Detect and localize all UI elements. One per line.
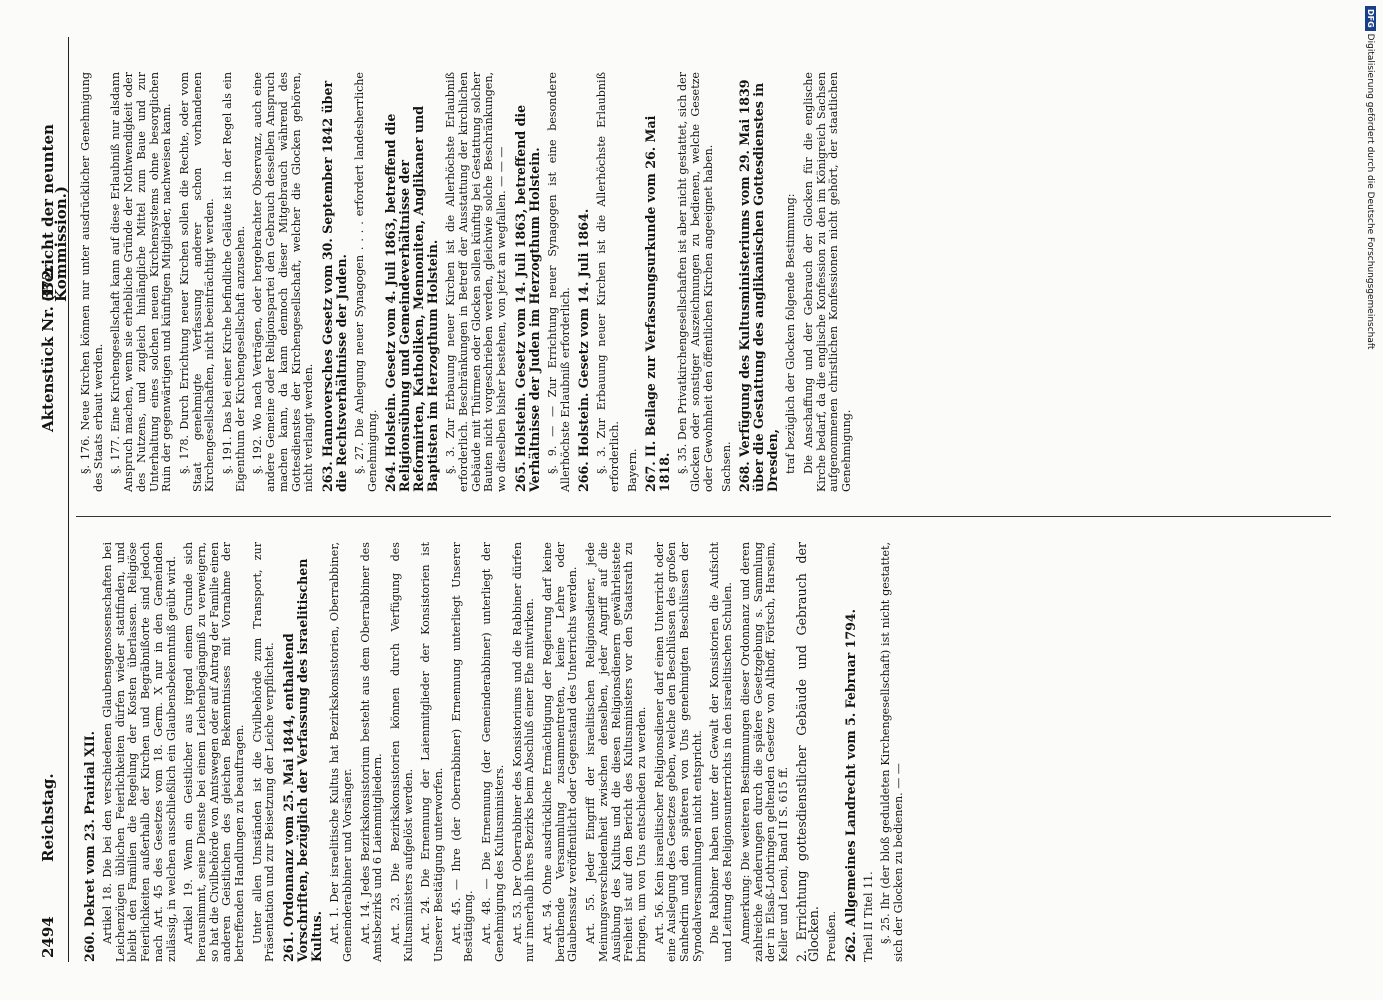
paragraph: §. 192. Wo nach Verträgen, oder hergebrachter Observanz, auch eine andere Gemeine oder Religionspartei den Gebrauch desselben Anspruch machen kann, da kann dennoch dieser Mitgebrauch während des Gottesdienstes der Kirchengesellschaft, welcher die Glocken gehören, nicht verlangt werden. [251,72,316,492]
paragraph: Art. 23. Die Bezirkskonsistorien können durch Verfügung des Kultusministers aufgelöst werden. [388,542,415,962]
paragraph: Art. 45. — Ihre (der Oberrabbiner) Ernennung unterliegt Unserer Bestätigung. [449,542,476,962]
section-subtitle: Sachsen. [719,441,733,492]
paragraph: §. 178. Durch Errichtung neuer Kirchen sollen die Rechte, oder vom Staat genehmigte Verfassung anderer schon vorhandenen Kirchengesellschaften, nicht beeinträchtigt werden. [177,72,217,492]
page-number: 2494 [39,916,57,958]
section-heading: 263. Hannoversches Gesetz vom 30. September 1842 über die Rechtsverhältnisse der Juden. [319,80,349,492]
left-column [80,542,911,962]
paragraph: Art. 56. Kein israelitischer Religionsdiener darf einen Unterricht oder eine Auslegung des Gesetzes geben, welche den Beschlüssen des großen Sanhedrin und den späteren von Uns genehmigten Beschlüssen der Synodalversammlungen nicht entspricht. [652,542,704,962]
dfg-logo: DFG [1365,6,1376,31]
header-rule [68,37,69,962]
section-heading: 267. II. Beilage zur Verfassungsurkunde vom 26. Mai 1818. [643,115,673,492]
paragraph: traf bezüglich der Glocken folgende Bestimmung: [784,193,798,474]
paragraph: §. 27. Die Anlegung neuer Synagogen . . . . erfordert landesherrliche Genehmigung. [352,72,379,492]
paragraph: Die Rabbiner haben unter der Gewalt der Konsistorien die Aufsicht und Leitung des Religionsunterrichts in den israelitischen Schulen. [708,542,735,962]
paragraph: §. 3. Zur Erbauung neuer Kirchen ist die Allerhöchste Erlaubniß erforderlich. [595,72,621,492]
paragraph: Art. 24. Die Ernennung der Laienmitglieder der Konsistorien ist Unserer Bestätigung unterworfen. [419,542,446,962]
section-subtitle: Preußen. [825,910,839,962]
header-doc-ref: Aktenstück Nr. 372. [39,264,57,432]
paragraph: §. 25. Ihr (der bloß geduldeten Kirchengesellschaft) ist nicht gestattet, sich der Glocken zu bedienen. — — [879,542,906,962]
paragraph: §. 176. Neue Kirchen können nur unter ausdrücklicher Genehmigung des Staats erbaut werden. [79,72,105,492]
paragraph: Art. 55. Jeder Eingriff der israelitischen Religionsdiener, jede Meinungsverschiedenheit zwischen denselben, jeder Angriff auf die Ausübung des Kultus und die diesen Religionsdienern gewährleistete Freiheit ist auf den Bericht des Kultusministers vor den Staatsrath zu bringen, um von Uns entschieden zu werden. [584,542,648,962]
paragraph: §. 177. Eine Kirchengesellschaft kann auf diese Erlaubniß nur alsdann Anspruch machen, wenn sie erhebliche Gründe der Nothwendigkeit oder des Nutzens, und zugleich hinlängliche Mittel zum Baue und zur Unterhaltung eines solchen neuen Kirchensystems ohne besorglichen Ruin der gegenwärtigen und künftigen Mitglieder, nachweisen kann. [109,72,174,492]
section-heading: 268. Verfügung des Kultusministeriums vom 29. Mai 1839 über die Gestattung des anglikanischen Gottesdienstes in Dresden, [737,79,781,492]
paragraph: §. 9. — — Zur Errichtung neuer Synagogen ist eine besondere Allerhöchste Erlaubniß erforderlich. [545,72,572,492]
paragraph: §. 3. Zur Erbauung neuer Kirchen ist die Allerhöchste Erlaubniß erforderlich. Beschränkungen in Betreff der Ausstattung der kirchlichen Gebäude mit Thürmen oder Glocken sollen künftig bei Gestattung solcher Bauten nicht vorgeschrieben werden, gleichwie solche Beschränkungen, wo dieselben bisher bestehen, von jetzt an wegfallen. — — — [444,72,509,492]
paragraph: Art. 54. Ohne ausdrückliche Ermächtigung der Regierung darf keine berathende Versammlung zusammentreten, keine Lehre oder Glaubenssatz veröffentlicht oder Gegenstand des Unterrichts werden. [540,542,580,962]
running-header [39,37,70,962]
paragraph: Art. 1. Der israelitische Kultus hat Bezirkskonsistorien, Oberrabbiner, Gemeinderabbiner und Vorsänger. [328,542,354,962]
paragraph: Artikel 19. Wenn ein Geistlicher aus irgend einem Grunde sich herausnimmt, seine Dienste bei einem Leichenbegängniß zu verweigern, so hat die Civilbehörde von Amtswegen oder auf Antrag der Familie einen anderen Geistlichen des gleichen Bekenntnisses mit Vornahme der betreffenden Handlungen zu beauftragen. [182,542,247,962]
paragraph: Die Anschaffung und der Gebrauch der Glocken für die englische Kirche bedarf, da die englische Konfession zu den im Königreich Sachsen aufgenommenen christlichen Konfessionen nicht gehört, der staatlichen Genehmigung. [801,72,854,492]
header-report: (Bericht der neunten Kommission.) [39,124,70,302]
dfg-credit-text: Digitalisierung gefördert durch die Deutsche Forschungsgemeinschaft [1365,33,1375,350]
section-heading: 261. Ordonnanz vom 25. Mai 1844, enthaltend Vorschriften, bezüglich der Verfassung des israelitischen Kultus. [281,558,325,962]
paragraph: Unter allen Umständen ist die Civilbehörde zum Transport, zur Präsentation und zur Beisetzung der Leiche verpflichtet. [250,542,277,962]
right-column [80,72,859,492]
paragraph: Art. 14. Jedes Bezirkskonsistorium besteht aus dem Oberrabbiner des Amtsbezirks und 6 Laienmitgliedern. [358,542,385,962]
paragraph: §. 191. Das bei einer Kirche befindliche Geläute ist in der Regel als ein Eigenthum der Kirchengesellschaft anzusehen. [221,72,247,492]
section-subtitle: Bayern. [625,448,639,492]
section-heading: 265. Holstein. Gesetz vom 14. Juli 1863, betreffend die Verhältnisse der Juden im Herzogthum Holstein. [512,104,542,492]
paragraph: Art. 48. — Die Ernennung (der Gemeinderabbiner) unterliegt der Genehmigung des Kultusministers. [480,542,506,962]
dfg-credit [1365,6,1376,349]
paragraph: §. 35. Den Privatkirchengesellschaften ist aber nicht gestattet, sich der Glocken oder sonstiger Auszeichnungen zu bedienen, welche Gesetze oder Gewohnheit den öffentlichen Kirchen angeeignet haben. [676,72,715,492]
section-heading: 260. Dekret vom 23. Prairial XII. [82,730,97,962]
section-subtitle: 2. Errichtung gottesdienstlicher Gebäude und Gebrauch der Glocken. [793,542,822,962]
rotated-page [40,37,1340,962]
paragraph: Anmerkung: Die weiteren Bestimmungen dieser Ordonnanz und deren zahlreiche Aenderungen durch die spätere Gesetzgebung s. Sammlung der in Elsaß-Lothringen geltenden Gesetze von Althoff, Förtsch, Harseim, Keller und Leoni, Band II S. 615 ff. [738,542,790,962]
section-heading: 266. Holstein. Gesetz vom 14. Juli 1864. [576,208,592,492]
column-divider [76,516,1331,517]
header-center: Reichstag. [39,773,57,862]
section-heading: 262. Allgemeines Landrecht vom 5. Februar 1794. [842,608,858,962]
section-heading: 264. Holstein. Gesetz vom 4. Juli 1863, betreffend die Religionsübung und Gemeindeverhältnisse der Reformirten, Katholiken, Mennoniten, Anglikaner und Baptisten im Herzogthum Holstein. [383,106,441,492]
paragraph: Art. 53. Der Oberrabbiner des Konsistoriums und die Rabbiner dürfen nur innerhalb ihres Bezirks beim Abschluß einer Ehe mitwirken. [510,542,537,962]
paragraph: Artikel 18. Die bei den verschiedenen Glaubensgenossenschaften bei Leichenzügen üblichen Feierlichkeiten dürfen wieder stattfinden, und bleibt den Familien die Regelung der Kosten überlassen. Religiöse Feierlichkeiten außerhalb der Kirchen und Begräbnißorte sind jedoch nach Art. 45 des Gesetzes vom 18. Germ. X nur in den Gemeinden zulässig, in welchen ausschließlich ein Glaubensbekenntniß geübt wird. [101,542,178,962]
section-subtitle: Theil II Titel 11. [861,871,875,962]
